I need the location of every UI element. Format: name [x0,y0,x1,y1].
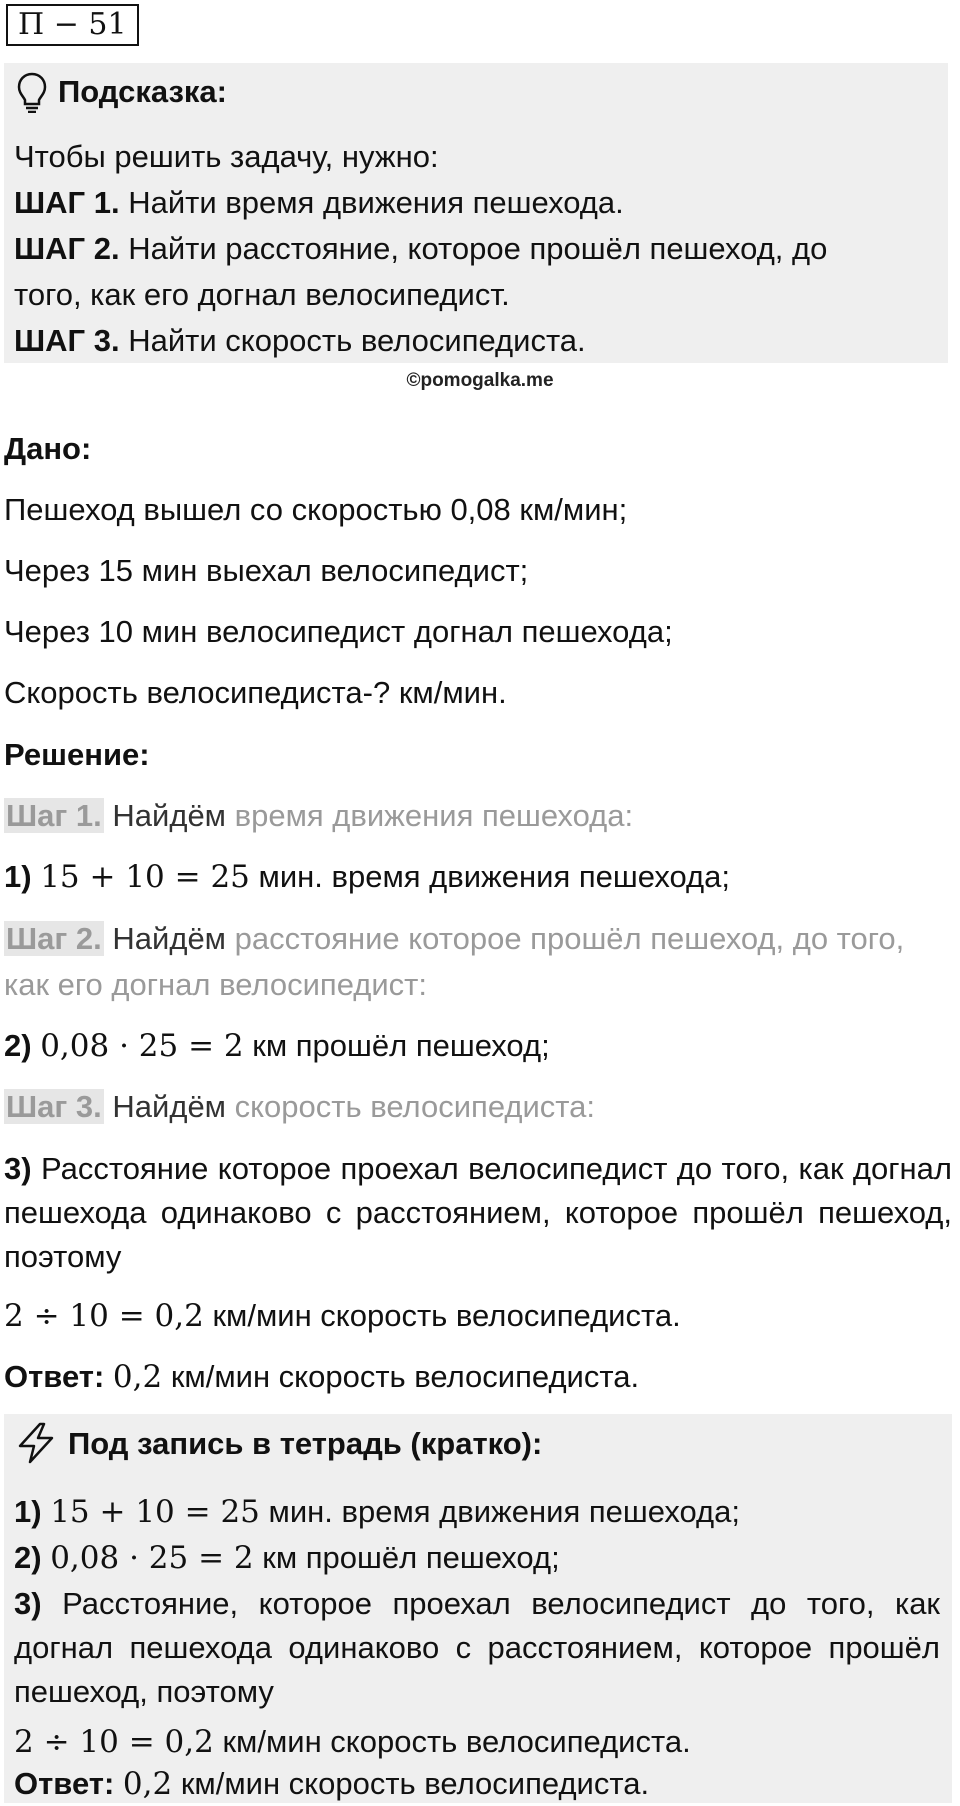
notes-item-3-result [14,1720,691,1764]
formula: 0,2 [112,1359,163,1395]
hint-step-3 [14,319,586,363]
item-text: Расстояние которое проехал велосипедист до того, как догнал пешехода одинаково с расстоянием, которое прошёл пешеход, поэтому [4,1151,952,1274]
formula: 0,2 [122,1766,173,1802]
lightbulb-icon [16,71,48,113]
step-text: время движения пешехода [234,798,625,833]
hint-step-label: ШАГ 2. [14,231,120,266]
lightning-icon [16,1422,56,1464]
item-text: км прошёл пешеход; [253,1540,560,1575]
solution-title: Решение: [4,737,150,772]
item-number: 3) [14,1586,42,1621]
solution-item-2 [4,1024,550,1068]
item-number: 3) [4,1151,32,1186]
step-colon: : [624,798,634,833]
item-number: 2) [14,1540,42,1575]
given-line: Через 15 мин выехал велосипедист; [4,553,529,588]
hint-step-text: Найти расстояние, которое прошёл пешеход, до [128,231,828,266]
step-text: расстояние которое прошёл пешеход, до того, [234,921,905,956]
item-text: км прошёл пешеход; [243,1028,550,1063]
hint-intro: Чтобы решить задачу, нужно: [14,139,439,174]
task-label: П − 51 [6,4,139,46]
given-title: Дано: [4,431,92,466]
hint-step-2 [14,227,827,271]
item-number: 1) [14,1494,42,1529]
watermark: ©pomogalka.me [406,370,554,391]
formula: 15 + 10 = 25 [40,859,250,895]
given-line: Через 10 мин велосипедист догнал пешехода; [4,614,673,649]
solution-item-3 [4,1147,952,1279]
solution-item-1 [4,855,730,899]
item-text: Расстояние, которое проехал велосипедист до того, как догнал пешехода одинаково с расстоянием, которое прошёл пешеход, поэтому [14,1586,940,1709]
item-text: км/мин скорость велосипедиста. [213,1724,691,1759]
solution-step-3 [4,1085,595,1129]
step-verb: Найдём [112,798,226,833]
item-text: км/мин скорость велосипедиста. [203,1298,681,1333]
formula: 2 ÷ 10 = 0,2 [4,1298,204,1334]
step-label: Шаг 3. [6,1089,102,1124]
hint-step-text: Найти скорость велосипедиста. [128,323,586,358]
formula: 0,08 · 25 = 2 [50,1540,254,1576]
notes-item-2 [14,1536,560,1580]
notes-title: Под запись в тетрадь (кратко): [68,1426,543,1461]
formula: 15 + 10 = 25 [50,1494,260,1530]
notes-item-3 [14,1582,940,1714]
formula: 0,08 · 25 = 2 [40,1028,244,1064]
solution-step-2 [4,917,904,961]
hint-title: Подсказка: [58,74,227,109]
formula: 2 ÷ 10 = 0,2 [14,1724,214,1760]
item-text: мин. время движения пешехода; [259,1494,740,1529]
hint-step-label: ШАГ 3. [14,323,120,358]
solution-step-2-cont [4,963,427,1007]
solution-answer [4,1355,639,1399]
step-label: Шаг 1. [6,798,102,833]
step-colon: : [418,967,427,1002]
given-line: Скорость велосипедиста-? км/мин. [4,675,507,710]
notes-answer [14,1762,649,1806]
hint-step-text: Найти время движения пешехода. [128,185,624,220]
hint-step-1 [14,181,624,225]
item-text: мин. время движения пешехода; [249,859,730,894]
answer-label: Ответ: [14,1766,115,1801]
step-text: как его догнал велосипедист [4,967,419,1002]
step-text: скорость велосипедиста [234,1089,587,1124]
step-verb: Найдём [112,1089,226,1124]
answer-label: Ответ: [4,1359,105,1394]
step-label: Шаг 2. [6,921,102,956]
answer-text: км/мин скорость велосипедиста. [172,1766,650,1801]
step-colon: : [586,1089,596,1124]
answer-text: км/мин скорость велосипедиста. [162,1359,640,1394]
solution-step-1 [4,794,633,838]
solution-item-3-result [4,1294,681,1338]
item-number: 1) [4,859,32,894]
item-number: 2) [4,1028,32,1063]
hint-step-2-cont: того, как его догнал велосипедист. [14,277,510,312]
hint-step-label: ШАГ 1. [14,185,120,220]
notes-item-1 [14,1490,740,1534]
given-line: Пешеход вышел со скоростью 0,08 км/мин; [4,492,628,527]
step-verb: Найдём [112,921,226,956]
